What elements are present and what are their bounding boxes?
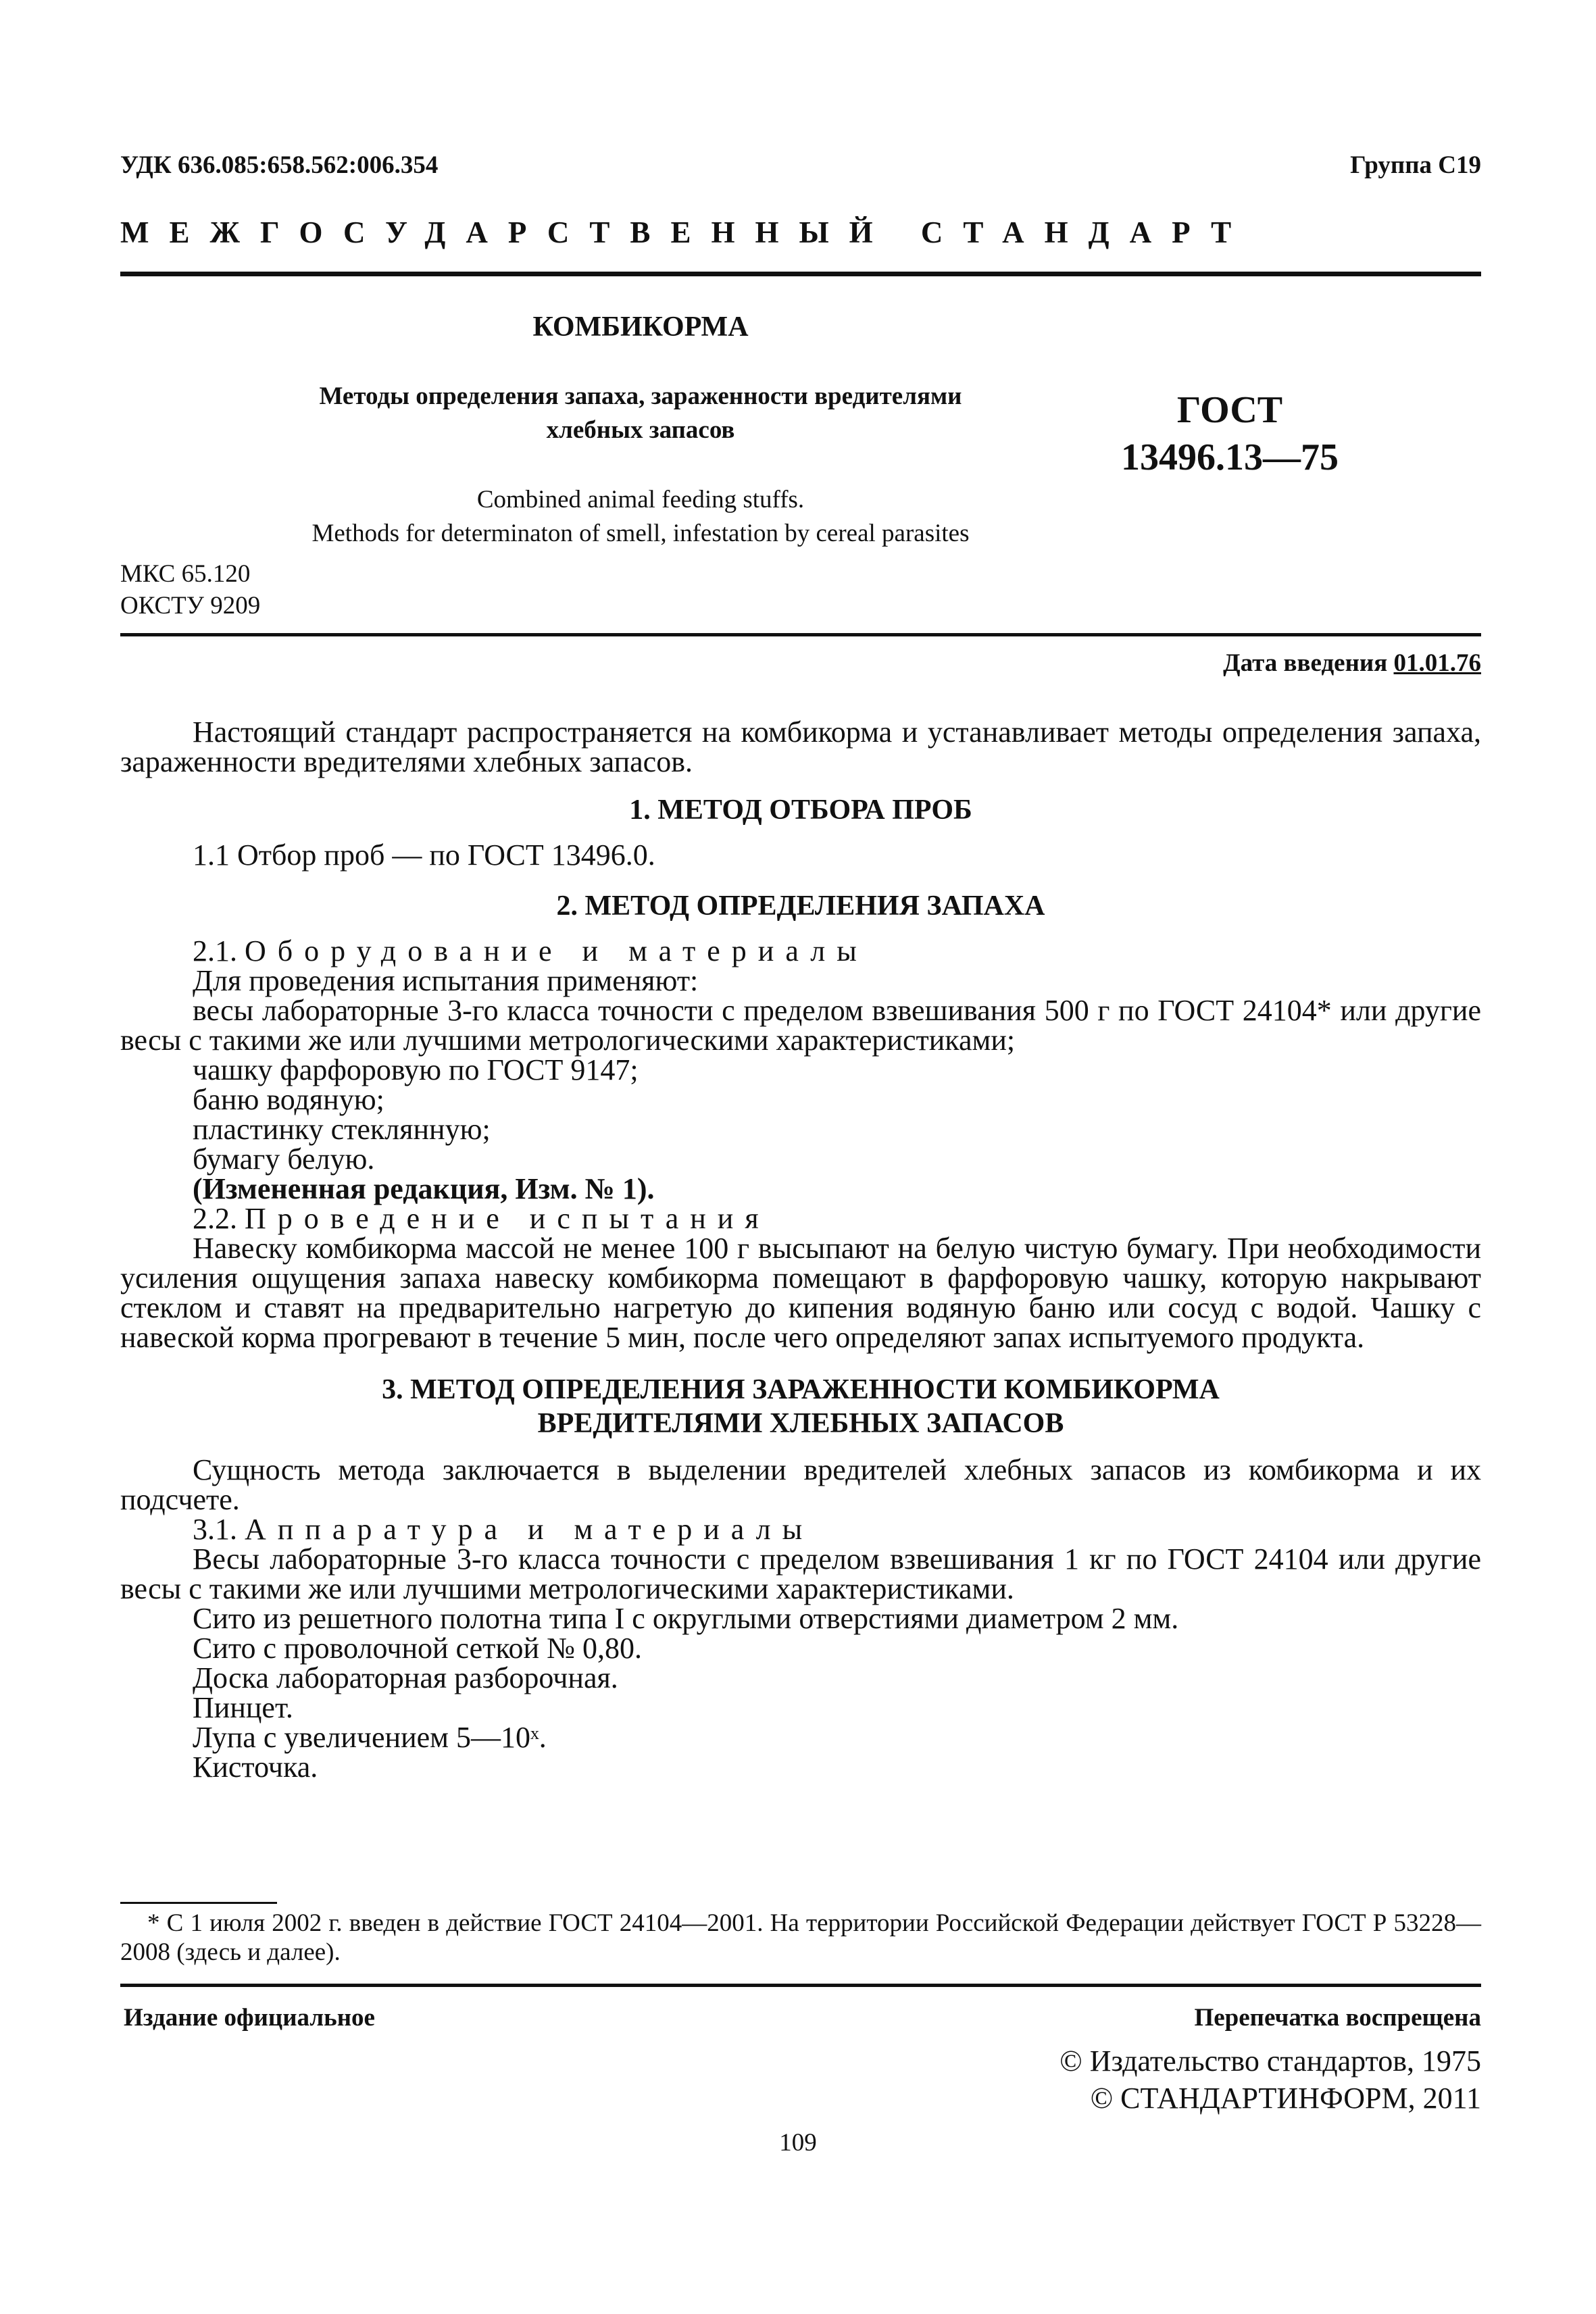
subsection-2-1-title — [120, 936, 1481, 966]
document-title: КОМБИКОРМА — [532, 311, 749, 343]
subsection-2-1-label: Оборудование и материалы — [245, 934, 868, 967]
reprint-label: Перепечатка воспрещена — [1194, 2004, 1481, 2032]
list-line: Сито с проволочной сеткой № 0,80. — [193, 1632, 643, 1665]
english-title-line-1: Combined animal feeding stuffs. — [476, 486, 805, 513]
udk-code: УДК 636.085:658.562:006.354 — [120, 151, 439, 179]
edition-label: Издание официальное — [124, 2004, 375, 2032]
subsection-2-1-number: 2.1. — [193, 934, 237, 967]
section-3-essence: Сущность метода заключается в выделении вредителей хлебных запасов из комбикорма и их подсчете. — [120, 1453, 1481, 1516]
gost-label: ГОСТ — [1176, 389, 1283, 431]
list-line: пластинку стеклянную; — [193, 1113, 491, 1146]
standard-type: МЕЖГОСУДАРСТВЕННЫЙ СТАНДАРТ — [120, 216, 1252, 249]
copyright-2: © СТАНДАРТИНФОРМ, 2011 — [1090, 2082, 1481, 2115]
header-rule — [120, 272, 1481, 276]
footnote: * С 1 июля 2002 г. введен в действие ГОСТ 24104—2001. На территории Российской Федерации действует ГОСТ Р 53228—2008 (здесь и далее). — [120, 1909, 1481, 1966]
gost-number: 13496.13—75 — [1121, 436, 1339, 478]
copyright-1: © Издательство стандартов, 1975 — [1059, 2044, 1481, 2078]
section-1-paragraph: 1.1 Отбор проб — по ГОСТ 13496.0. — [193, 838, 655, 872]
title-rule — [120, 633, 1481, 636]
list-line: чашку фарфоровую по ГОСТ 9147; — [193, 1053, 639, 1086]
list-line: Лупа с увеличением 5—10ˣ. — [193, 1721, 547, 1754]
list-line: Доска лабораторная разборочная. — [193, 1661, 618, 1694]
list-line: бумагу белую. — [193, 1142, 375, 1176]
subsection-2-2-label: Проведение испытания — [245, 1202, 770, 1235]
mks-code: МКС 65.120 — [120, 560, 251, 588]
english-title-line-2: Methods for determinaton of smell, infestation by cereal parasites — [311, 520, 970, 547]
subsection-3-1-label: Аппаратура и материалы — [245, 1513, 814, 1546]
okstu-code: ОКСТУ 9209 — [120, 592, 261, 620]
section-2-heading: 2. МЕТОД ОПРЕДЕЛЕНИЯ ЗАПАХА — [556, 890, 1045, 922]
list-line: Сито из решетного полотна типа I с округлыми отверстиями диаметром 2 мм. — [193, 1602, 1179, 1635]
intro-date — [1223, 649, 1481, 678]
subsection-2-2-title — [120, 1204, 1481, 1234]
section-3-heading-line-2: ВРЕДИТЕЛЯМИ ХЛЕБНЫХ ЗАПАСОВ — [537, 1408, 1064, 1439]
page-number: 109 — [779, 2129, 817, 2157]
subsection-2-2-number: 2.2. — [193, 1202, 237, 1235]
intro-paragraph: Настоящий стандарт распространяется на комбикорма и устанавливает методы определения запаха, зараженности вредителями хлебных запасов. — [120, 715, 1481, 778]
subsection-2-2-text: Навеску комбикорма массой не менее 100 г высыпают на белую чистую бумагу. При необходимости усиления ощущения запаха навеску комбикорма помещают в фарфоровую чашку, которую накрывают стеклом и ставят на предварительно нагретую до кипения водяную баню или сосуд с водой. Чашку с навеской корма прогревают в течение 5 мин, после чего определяют запах испытуемого продукта. — [120, 1232, 1481, 1354]
intro-date-value: 01.01.76 — [1393, 649, 1481, 677]
footnote-rule — [120, 1902, 277, 1904]
list-line: Пинцет. — [193, 1691, 293, 1724]
list-line: весы лабораторные 3-го класса точности с пределом взвешивания 500 г по ГОСТ 24104* или другие весы с такими же или лучшими метрологическими характеристиками; — [120, 994, 1481, 1057]
list-line: баню водяную; — [193, 1083, 384, 1116]
footer-rule — [120, 1984, 1481, 1987]
subsection-3-1-number: 3.1. — [193, 1513, 237, 1546]
list-line: Для проведения испытания применяют: — [193, 964, 699, 997]
section-3-heading-line-1: 3. МЕТОД ОПРЕДЕЛЕНИЯ ЗАРАЖЕННОСТИ КОМБИКОРМА — [382, 1374, 1220, 1405]
subtitle-line-1: Методы определения запаха, зараженности вредителями — [319, 382, 962, 410]
group-code: Группа С19 — [1350, 151, 1481, 179]
amendment-note: (Измененная редакция, Изм. № 1). — [193, 1172, 655, 1205]
main-body — [120, 715, 1481, 1784]
intro-date-label: Дата введения — [1223, 649, 1388, 677]
subtitle-line-2: хлебных запасов — [546, 416, 735, 444]
list-line: Кисточка. — [193, 1751, 318, 1784]
list-line: Весы лабораторные 3-го класса точности с пределом взвешивания 1 кг по ГОСТ 24104 или другие весы с такими же или лучшими метрологическими характеристиками. — [120, 1542, 1481, 1605]
section-1-heading: 1. МЕТОД ОТБОРА ПРОБ — [629, 795, 972, 826]
subsection-3-1-title — [120, 1515, 1481, 1544]
